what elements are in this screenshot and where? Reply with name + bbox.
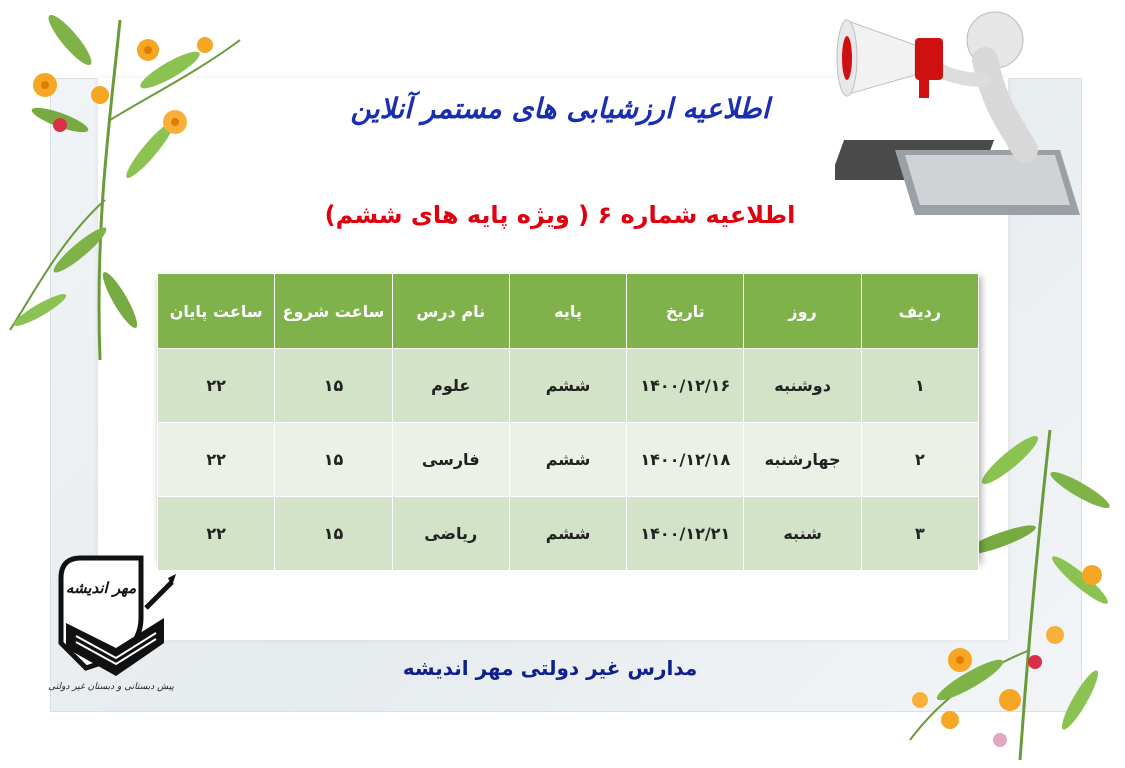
table-cell: ۱۵ (275, 423, 392, 497)
table-header-row (158, 274, 979, 349)
announcement-subtitle: اطلاعیه شماره ۶ ( ویژه پایه های ششم) (324, 201, 796, 229)
table-cell: ۲۲ (158, 497, 275, 571)
table-cell: دوشنبه (744, 349, 861, 423)
column-header: ساعت پایان (158, 274, 275, 349)
table-cell: شنبه (744, 497, 861, 571)
exam-schedule-table (157, 273, 979, 560)
table-cell: ۱ (861, 349, 978, 423)
table-row (158, 423, 979, 497)
logo-text: مهر اندیشه (65, 579, 137, 597)
column-header: روز (744, 274, 861, 349)
school-logo (46, 548, 176, 698)
table-cell: ۲ (861, 423, 978, 497)
column-header: ردیف (861, 274, 978, 349)
table-cell: ۱۴۰۰/۱۲/۱۸ (627, 423, 744, 497)
table-cell: فارسی (392, 423, 509, 497)
table-row (158, 497, 979, 571)
page-title: اطلاعیه ارزشیابی های مستمر آنلاین (350, 92, 770, 125)
table-cell: علوم (392, 349, 509, 423)
logo-caption: پیش دبستانی و دبستان غیر دولتی (48, 682, 174, 692)
table-cell: ششم (509, 349, 626, 423)
table-cell: ۲۲ (158, 349, 275, 423)
table-cell: جهارشنبه (744, 423, 861, 497)
school-name-footer: مدارس غیر دولتی مهر اندیشه (402, 656, 698, 680)
table-cell: ۱۴۰۰/۱۲/۱۶ (627, 349, 744, 423)
column-header: نام درس (392, 274, 509, 349)
table-cell: ۳ (861, 497, 978, 571)
table-row (158, 349, 979, 423)
column-header: تاریخ (627, 274, 744, 349)
table-cell: ششم (509, 497, 626, 571)
table-cell: ریاضی (392, 497, 509, 571)
column-header: پایه (509, 274, 626, 349)
table-cell: ۱۴۰۰/۱۲/۲۱ (627, 497, 744, 571)
megaphone-laptop-illustration (835, 0, 1080, 220)
table-cell: ششم (509, 423, 626, 497)
table-cell: ۱۵ (275, 349, 392, 423)
column-header: ساعت شروع (275, 274, 392, 349)
table-cell: ۲۲ (158, 423, 275, 497)
table-cell: ۱۵ (275, 497, 392, 571)
